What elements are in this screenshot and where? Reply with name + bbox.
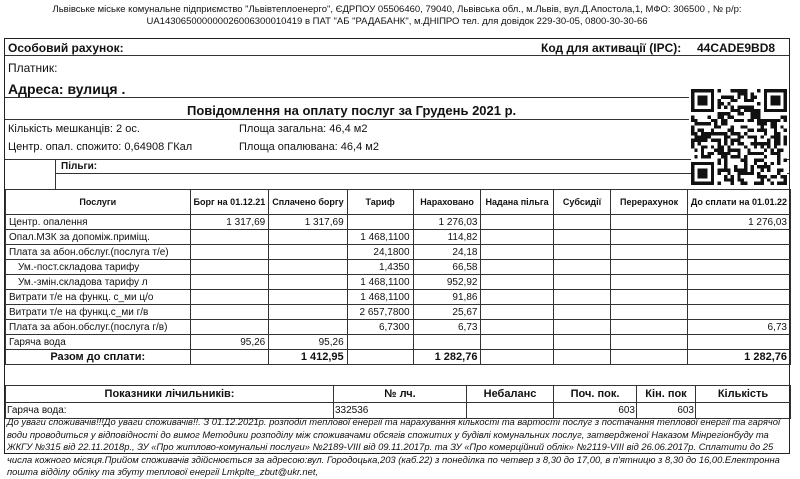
table-cell <box>347 215 413 230</box>
table-cell <box>481 335 553 350</box>
table-cell: 24,1800 <box>347 245 413 260</box>
account-label: Особовий рахунок: <box>8 41 124 55</box>
table-cell <box>190 230 269 245</box>
table-cell <box>481 290 553 305</box>
table-cell: 1 468,1100 <box>347 230 413 245</box>
table-cell <box>269 245 347 260</box>
total-tariff <box>347 350 413 365</box>
table-cell <box>611 305 688 320</box>
total-label: Разом до сплати: <box>6 350 191 365</box>
table-cell <box>611 290 688 305</box>
service-name: Витрати т/е на функц.с_ми г/в <box>6 305 191 320</box>
table-cell: 1 468,1100 <box>347 275 413 290</box>
end-reading-label: Кін. пок <box>637 386 696 403</box>
table-cell: 952,92 <box>413 275 481 290</box>
table-cell: 24,18 <box>413 245 481 260</box>
table-cell <box>269 230 347 245</box>
service-name: Витрати т/е на функц. с_ми ц/о <box>6 290 191 305</box>
benefits-label: Пільги: <box>61 161 98 172</box>
company-line-1: Львівське міське комунальне підприємство "Львівтеплоенерго", ЄДРПОУ 05506460, 79040, Львівська обл., м.Львів, вул.Д.Апостола,1, МФО: 306500 , № р/р: <box>52 4 742 15</box>
table-cell <box>269 290 347 305</box>
activation-label: Код для активації (IPC): <box>541 41 682 55</box>
table-cell <box>413 335 481 350</box>
invoice-page <box>4 4 790 478</box>
qr-code-icon <box>691 89 787 185</box>
table-cell <box>687 335 790 350</box>
meter-end: 603 <box>637 403 696 419</box>
table-cell <box>481 260 553 275</box>
total-benefit <box>481 350 553 365</box>
col-subsidy: Субсидії <box>553 190 611 215</box>
col-services: Послуги <box>6 190 191 215</box>
table-cell <box>347 335 413 350</box>
table-cell: 95,26 <box>190 335 269 350</box>
table-cell <box>611 230 688 245</box>
table-cell: 1 317,69 <box>190 215 269 230</box>
residents: Кількість мешканців: 2 ос. <box>8 123 140 135</box>
table-cell <box>190 320 269 335</box>
company-header <box>4 4 790 28</box>
table-row <box>6 290 791 305</box>
start-reading-label: Поч. пок. <box>554 386 637 403</box>
service-name: Центр. опалення <box>6 215 191 230</box>
table-cell <box>687 260 790 275</box>
col-debt: Борг на 01.12.21 <box>190 190 269 215</box>
service-name: Ум.-змін.складова тарифу л <box>6 275 191 290</box>
table-cell <box>190 305 269 320</box>
table-row <box>6 275 791 290</box>
consumer-notice: До уваги споживачів!!!До уваги споживачів!!. З 01.12.2021р. розподіл теплової енергії та нарахування кількості та вартості послуг з постачання теплової енергії та гарячої води проводиться у відповідності до вимог Методики розподілу між споживачами обсягів спожитих у будівлі комунальних послуг, затвердженої Наказом Мінрегіонбуду та ЖКГУ №315 від 22.11.2018р., ЗУ «Про житлово-комунальні послуги» №2189-VIII від 09.11.2017р. та ЗУ «Про комерційний облік» №2119-VIII від 26.06.2017р. Сплатити до 25 числа кожного місяця.Прийом споживачів здійснюється за адресою:вул. Городоцька,203 (каб.22) з понеділка по четвер з 8,30 до 17,00, в п'ятницю з 8,30 до 16,00.Електронна пошта відділу обліку та збуту теплової енергії Lmkplte_zbut@ukr.net, <box>7 416 781 478</box>
table-row <box>6 215 791 230</box>
col-tariff: Тариф <box>347 190 413 215</box>
table-cell <box>553 215 611 230</box>
col-benefit: Надана пільга <box>481 190 553 215</box>
table-cell <box>190 290 269 305</box>
table-cell <box>190 260 269 275</box>
total-row <box>6 350 791 365</box>
total-recalc <box>611 350 688 365</box>
table-cell: 1 276,03 <box>687 215 790 230</box>
total-debt <box>190 350 269 365</box>
table-cell <box>611 335 688 350</box>
meters-title: Показники лічильників: <box>6 386 334 403</box>
col-recalc: Перерахунок <box>611 190 688 215</box>
total-paid: 1 412,95 <box>269 350 347 365</box>
table-cell <box>269 275 347 290</box>
table-cell <box>481 305 553 320</box>
service-name: Плата за абон.обслуг.(послуга т/е) <box>6 245 191 260</box>
address-label: Адреса: вулиця . <box>8 81 126 97</box>
meter-start: 603 <box>554 403 637 419</box>
table-cell: 66,58 <box>413 260 481 275</box>
table-cell <box>553 245 611 260</box>
col-due: До сплати на 01.01.22 <box>687 190 790 215</box>
table-cell: 95,26 <box>269 335 347 350</box>
table-cell <box>687 290 790 305</box>
heat-consumed: Центр. опал. спожито: 0,64908 ГКал <box>8 141 193 153</box>
table-cell <box>611 260 688 275</box>
table-cell <box>481 320 553 335</box>
table-cell <box>687 245 790 260</box>
meter-service: Гаряча вода: <box>6 403 334 419</box>
total-area: Площа загальна: 46,4 м2 <box>239 123 368 135</box>
meters-section <box>5 385 791 419</box>
table-cell <box>687 230 790 245</box>
service-name: Плата за абон.обслуг.(послуга г/в) <box>6 320 191 335</box>
table-cell: 91,86 <box>413 290 481 305</box>
table-cell <box>481 245 553 260</box>
table-row <box>6 230 791 245</box>
table-cell: 1 317,69 <box>269 215 347 230</box>
table-cell <box>481 215 553 230</box>
total-charged: 1 282,76 <box>413 350 481 365</box>
table-cell <box>553 260 611 275</box>
table-cell <box>553 230 611 245</box>
table-cell <box>481 230 553 245</box>
table-row <box>6 335 791 350</box>
table-cell <box>611 275 688 290</box>
table-cell <box>269 305 347 320</box>
heated-area: Площа опалювана: 46,4 м2 <box>239 141 379 153</box>
table-cell <box>553 290 611 305</box>
table-cell <box>190 275 269 290</box>
col-paid: Сплачено боргу <box>269 190 347 215</box>
table-cell: 114,82 <box>413 230 481 245</box>
meter-number: 332536 <box>334 403 467 419</box>
service-name: Гаряча вода <box>6 335 191 350</box>
col-charged: Нараховано <box>413 190 481 215</box>
table-cell <box>687 305 790 320</box>
table-cell <box>481 275 553 290</box>
table-row <box>6 260 791 275</box>
table-row <box>6 305 791 320</box>
services-table <box>5 189 791 365</box>
table-cell: 6,7300 <box>347 320 413 335</box>
payer-label: Платник: <box>8 61 58 75</box>
table-cell: 1 468,1100 <box>347 290 413 305</box>
company-line-2: UA143065000000026006300010419 в ПАТ "АБ "РАДАБАНК", м.ДНІПРО тел. для довідок 229-30-05, 0800-30-30-66 <box>146 16 648 27</box>
table-cell: 1,4350 <box>347 260 413 275</box>
invoice-frame <box>4 38 790 478</box>
table-cell: 25,67 <box>413 305 481 320</box>
total-due: 1 282,76 <box>687 350 790 365</box>
page-title: Повідомлення на оплату послуг за Грудень 2021 р. <box>187 103 517 118</box>
table-cell: 2 657,7800 <box>347 305 413 320</box>
table-cell <box>269 320 347 335</box>
table-cell <box>553 305 611 320</box>
table-cell <box>553 275 611 290</box>
service-name: Опал.МЗК за допоміж.приміщ. <box>6 230 191 245</box>
table-row <box>6 320 791 335</box>
table-cell: 6,73 <box>413 320 481 335</box>
meter-number-label: № лч. <box>334 386 467 403</box>
meters-header-row <box>6 386 791 403</box>
imbalance-label: Небаланс <box>467 386 554 403</box>
services-header-row <box>6 190 791 215</box>
table-cell <box>553 320 611 335</box>
table-cell <box>190 245 269 260</box>
table-cell <box>269 260 347 275</box>
table-cell <box>553 335 611 350</box>
table-cell: 6,73 <box>687 320 790 335</box>
table-cell <box>611 215 688 230</box>
table-cell <box>611 320 688 335</box>
total-subsidy <box>553 350 611 365</box>
table-row <box>6 245 791 260</box>
service-name: Ум.-пост.складова тарифу <box>6 260 191 275</box>
table-cell: 1 276,03 <box>413 215 481 230</box>
activation-code: 44CADE9BD8 <box>697 41 776 55</box>
table-cell <box>687 275 790 290</box>
quantity-label: Кількість <box>696 386 791 403</box>
table-cell <box>611 245 688 260</box>
